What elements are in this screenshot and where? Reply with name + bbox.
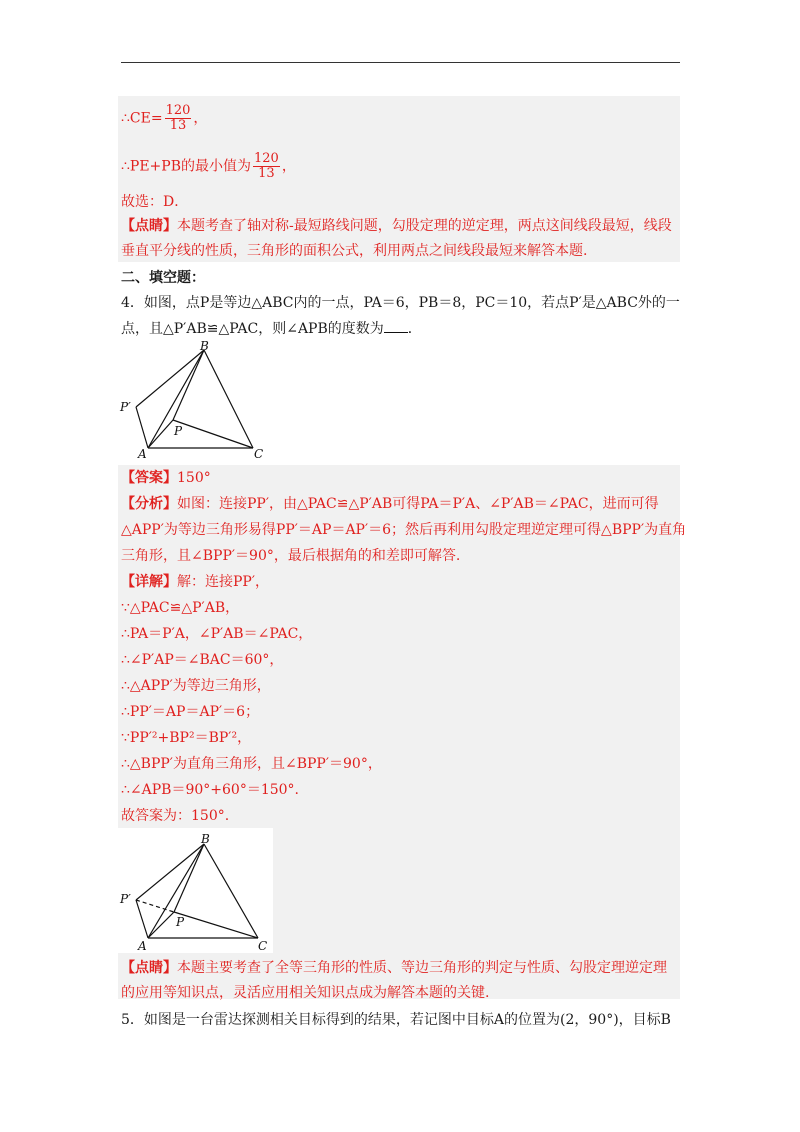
comment-top-line2: 垂直平分线的性质，三角形的面积公式，利用两点之间线段最短来解答本题. xyxy=(121,243,588,259)
step-line: ∴PA＝P′A，∠P′AB＝∠PAC， xyxy=(121,626,313,642)
ce-value-line: ∴CE= $\frac{120}{13}$ ， xyxy=(121,103,208,133)
comment-top-line1: 【点睛】本题考查了轴对称-最短路线问题，勾股定理的逆定理，两点这间线段最短，线段 xyxy=(121,218,672,234)
label-p-prime: P′ xyxy=(120,400,131,414)
question5-line1: 5．如图是一台雷达探测相关目标得到的结果，若记图中目标A的位置为(2，90°)，目标B xyxy=(121,1012,671,1028)
label-p: P xyxy=(176,915,185,929)
analysis-line1: 【分析】如图：连接PP′，由△PAC≌△P′AB可得PA＝P′A、∠P′AB＝∠PAC，进而可得 xyxy=(121,496,659,512)
step-line: ∴PP′＝AP＝AP′＝6； xyxy=(121,704,260,720)
label-a: A xyxy=(138,447,147,461)
step-line: ∴∠P′AP＝∠BAC＝60°， xyxy=(121,652,284,668)
segment-ap xyxy=(148,420,173,448)
min-fraction: $\frac{120}{13}$ xyxy=(254,151,279,181)
label-a: A xyxy=(138,939,147,953)
label-p: P xyxy=(174,424,183,438)
label-b: B xyxy=(200,340,209,353)
answer-line: 【答案】150° xyxy=(121,470,211,486)
step-line: ∴∠APB＝90°+60°＝150°. xyxy=(121,782,299,798)
segment-p-prime-a xyxy=(136,407,148,448)
analysis-line2: △APP′为等边三角形易得PP′＝AP＝AP′＝6；然后再利用勾股定理逆定理可得△BPP′为直角 xyxy=(121,522,687,538)
choice-line: 故选：D． xyxy=(121,194,189,210)
question4-line1: 4．如图，点P是等边△ABC内的一点，PA＝6，PB＝8，PC＝10，若点P′是△ABC外的一 xyxy=(121,295,680,311)
comment-line2: 的应用等知识点，灵活应用相关知识点成为解答本题的关键. xyxy=(121,985,490,1001)
label-p-prime: P′ xyxy=(120,892,131,906)
section-title: 二、填空题： xyxy=(121,270,205,286)
detail-intro-line: 【详解】解：连接PP′， xyxy=(121,574,270,590)
answer-blank xyxy=(384,318,408,333)
analysis-line3: 三角形，且∠BPP′＝90°，最后根据角的和差即可解答. xyxy=(121,548,461,564)
step-line: ∴△BPP′为直角三角形，且∠BPP′＝90°， xyxy=(121,756,382,772)
header-rule xyxy=(121,62,680,63)
step-line: ∴△APP′为等边三角形， xyxy=(121,678,271,694)
segment-pb xyxy=(173,350,204,420)
label-c: C xyxy=(258,939,268,953)
question4-line2: 点，且△P′AB≌△PAC，则∠APB的度数为 ． xyxy=(121,318,422,339)
step-line: ∵PP′²+BP²＝BP′²， xyxy=(121,730,252,746)
segment-p-prime-b xyxy=(136,350,204,407)
step-line: ∵△PAC≌△P′AB， xyxy=(121,600,240,616)
comment-line1: 【点睛】本题主要考查了全等三角形的性质、等边三角形的判定与性质、勾股定理逆定理 xyxy=(121,960,667,976)
ce-fraction: $\frac{120}{13}$ xyxy=(165,103,191,133)
min-value-line: ∴PE+PB的最小值为 $\frac{120}{13}$ ， xyxy=(121,151,296,181)
question4-figure xyxy=(118,340,268,465)
label-b: B xyxy=(201,832,210,846)
final-answer-line: 故答案为：150°. xyxy=(121,808,230,824)
label-c: C xyxy=(254,447,264,461)
solution-figure xyxy=(118,828,273,953)
